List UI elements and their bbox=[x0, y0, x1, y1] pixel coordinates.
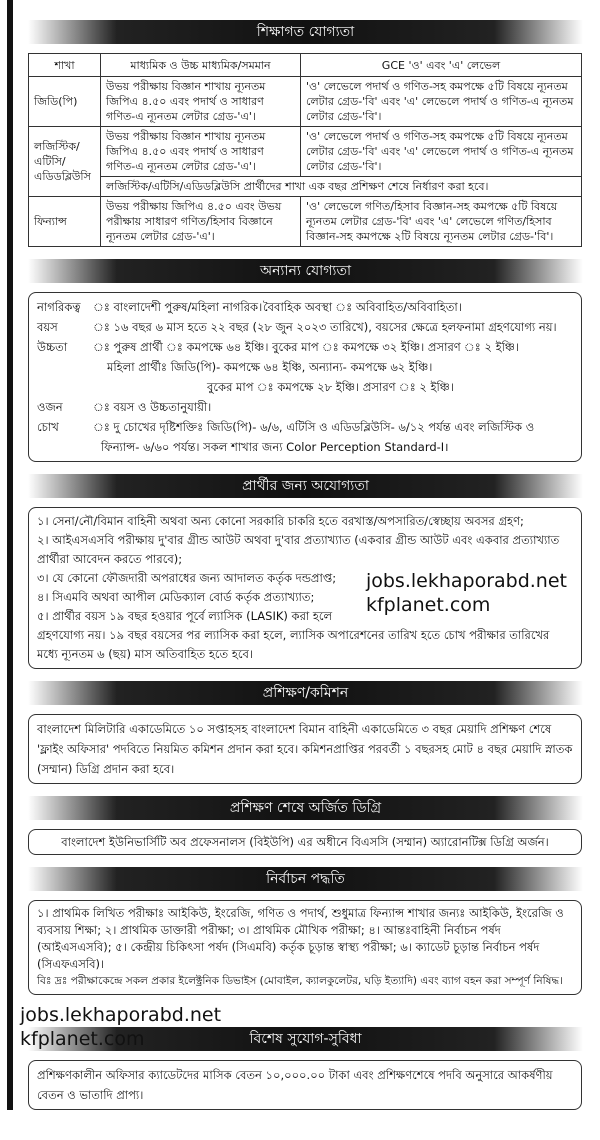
list-item: ৫। প্রার্থীর বয়স ১৯ বছর হওয়ার পূর্বে ল্যাসিক (LASIK) করা হলে গ্রহণযোগ্য নয়। ১৯ বছর বয়সের পর ল্যাসিক করা হলে, ল্যাসিক অপারেশনের তারিখ হতে চোখ পরীক্ষার তারিখের মধ্যে ন্যূনতম ৬ (ছয়) মাস অতিবাহিত হতে হবে। bbox=[37, 609, 550, 661]
weight-label: ওজন bbox=[37, 400, 63, 414]
gce-cell: 'ও' লেভেলে গণিত/হিসাব বিজ্ঞান-সহ কমপক্ষে ৫টি বিষয়ে ন্যূনতম লেটার গ্রেড-'বি' এবং 'এ' লেভেলে গণিত/হিসাব বিজ্ঞান-সহ কমপক্ষে ২টি বিষয়ে ন্যূনতম লেটার গ্রেড-'বি'। bbox=[301, 197, 582, 247]
section-header-degree: প্রশিক্ষণ শেষে অর্জিত ডিগ্রি bbox=[28, 796, 583, 820]
age-label: বয়স bbox=[37, 320, 58, 334]
section-header-selection: নির্বাচন পদ্ধতি bbox=[28, 867, 583, 891]
marital-status: বৈবাহিক অবস্থা ঃ অবিবাহিত/অবিবাহিতা। bbox=[263, 300, 462, 314]
selection-box bbox=[28, 900, 582, 995]
gce-cell: 'ও' লেভেলে পদার্থ ও গণিত-সহ কমপক্ষে ৫টি বিষয়ে ন্যূনতম লেটার গ্রেড-'বি' এবং 'এ' লেভেলে পদার্থ ও গণিত-এ ন্যূনতম লেটার গ্রেড-'বি'। bbox=[301, 77, 582, 127]
list-item: ৪। সিএমবি অথবা আপীল মেডিক্যাল বোর্ড কর্তৃক প্রত্যাখ্যাত; bbox=[37, 590, 315, 604]
table-row bbox=[29, 77, 582, 127]
col-branch: শাখা bbox=[29, 54, 101, 77]
ssc-cell: উভয় পরীক্ষায় বিজ্ঞান শাখায় ন্যূনতম জিপিএ ৪.৫০ এবং পদার্থ ও সাধারণ গণিত-এ ন্যূনতম লেটার গ্রেড-'এ'। bbox=[101, 127, 301, 177]
watermark-bottom-line2: kfplanet.com bbox=[20, 1028, 145, 1050]
eye-value-cont: ফিন্যান্স- ৬/৬০ পর্যন্ত। সকল শাখার জন্য Color Perception Standard-I। bbox=[101, 440, 449, 454]
section-header-benefits bbox=[20, 1027, 583, 1051]
education-table bbox=[28, 53, 582, 247]
citizenship-value: ঃ বাংলাদেশী পুরুষ/মহিলা নাগরিক। bbox=[93, 300, 263, 314]
training-box: বাংলাদেশ মিলিটারি একাডেমিতে ১০ সপ্তাহসহ বাংলাদেশ বিমান বাহিনী একাডেমিতে ৩ বছর মেয়াদি প্রশিক্ষণ শেষে 'ফ্লাইং অফিসার' পদবিতে নিয়মিত কমিশন প্রদান করা হবে। কমিশনপ্রাপ্তির পরবর্তী ১ বছরসহ মোট ৪ বছর মেয়াদি স্নাতক (সম্মান) ডিগ্রি প্রদান করা হবে। bbox=[28, 714, 582, 784]
citizenship-label: নাগরিকত্ব bbox=[37, 300, 81, 314]
list-item: ১। সেনা/নৌ/বিমান বাহিনী অথবা অন্য কোনো সরকারি চাকরি হতে বরখাস্ত/অপসারিত/স্বেচ্ছায় অবসর গ্রহণ; bbox=[37, 514, 524, 528]
age-value: ঃ ১৬ বছর ৬ মাস হতে ২২ বছর (২৮ জুন ২০২৩ তারিখে), বয়সের ক্ষেত্রে হলফনামা গ্রহণযোগ্য নয়। bbox=[93, 320, 557, 334]
col-ssc: মাধ্যমিক ও উচ্চ মাধ্যমিক/সমমান bbox=[101, 54, 301, 77]
left-border bbox=[7, 0, 13, 1110]
watermark-line2: kfplanet.com bbox=[365, 594, 491, 616]
selection-note: বিঃ দ্রঃ পরীক্ষাকেন্দ্রে সকল প্রকার ইলেক্ট্রনিক ডিভাইস (মোবাইল, ক্যালকুলেটর, ঘড়ি ইত্যাদি) এবং ব্যাগ বহন করা সম্পূর্ণ নিষিদ্ধ। bbox=[37, 975, 563, 987]
ssc-cell: উভয় পরীক্ষায় জিপিএ ৪.৫০ এবং উভয় পরীক্ষায় সাধারণ গণিত/হিসাব বিজ্ঞানে ন্যূনতম লেটার গ্রেড-'এ'। bbox=[101, 197, 301, 247]
list-item: ২। আইএসএসবি পরীক্ষায় দু'বার গ্রীন্ড আউট অথবা দু'বার প্রত্যাখ্যাত (একবার গ্রীন্ড আউট এবং একবার প্রত্যাখ্যাত প্রার্থীরা আবেদন করতে পারবে); bbox=[37, 533, 560, 566]
table-row bbox=[29, 197, 582, 247]
list-item: ৩। যে কোনো ফৌজদারী অপরাধের জন্য আদালত কর্তৃক দন্ডপ্রাপ্ত; bbox=[37, 571, 337, 585]
branch-cell: লজিস্টিক/এটিসি/ এডিডব্লিউসি bbox=[29, 127, 101, 197]
section-header-disqualification: প্রার্থীর জন্য অযোগ্যতা bbox=[28, 474, 583, 498]
degree-box: বাংলাদেশ ইউনিভার্সিটি অব প্রফেসনালস (বিইউপি) এর অধীনে বিএসসি (সম্মান) অ্যারোনটিক্স ডিগ্রি অর্জন। bbox=[28, 829, 582, 855]
table-row bbox=[29, 127, 582, 177]
branch-note: লজিস্টিক/এটিসি/এডিডব্লিউসি প্রার্থীদের শাখা এক বছর প্রশিক্ষণ শেষে নির্ধারণ করা হবে। bbox=[101, 177, 582, 197]
watermark-bottom-line1: jobs.lekhaporabd.net bbox=[20, 1004, 222, 1026]
benefits-box: প্রশিক্ষণকালীন অফিসার ক্যাডেটদের মাসিক বেতন ১০,০০০.০০ টাকা এবং প্রশিক্ষণশেষে পদবি অনুসারে আকর্ষণীয় বেতন ও ভাতাদি প্রাপ্য। bbox=[28, 1060, 582, 1110]
selection-steps: ১। প্রাথমিক লিখিত পরীক্ষাঃ আইকিউ, ইংরেজি, গণিত ও পদার্থ, শুধুমাত্র ফিন্যান্স শাখার জন্যঃ আইকিউ, ইংরেজি ও ব্যবসায় শিক্ষা; ২। প্রাথমিক ডাক্তারী পরীক্ষা; ৩। প্রাথমিক মৌখিক পরীক্ষা; ৪। আন্তঃবাহিনী নির্বাচন পর্ষদ (আইএসএসবি); ৫। কেন্দ্রীয় চিকিৎসা পর্ষদ (সিএমবি) কর্তৃক চূড়ান্ত স্বাস্থ্য পরীক্ষা; ৬। ক্যাডেট চূড়ান্ত নির্বাচন পর্ষদ (সিএফএসবি)। bbox=[37, 906, 564, 971]
watermark bbox=[366, 569, 567, 617]
weight-value: ঃ বয়স ও উচ্চতানুযায়ী। bbox=[93, 400, 212, 414]
disqualification-box bbox=[28, 507, 582, 669]
section-header-education: শিক্ষাগত যোগ্যতা bbox=[28, 20, 583, 44]
ssc-cell: উভয় পরীক্ষায় বিজ্ঞান শাখায় ন্যূনতম জিপিএ ৪.৫০ এবং পদার্থ ও সাধারণ গণিত-এ ন্যূনতম লেটার গ্রেড-'এ'। bbox=[101, 77, 301, 127]
col-gce: GCE 'ও' এবং 'এ' লেভেল bbox=[301, 54, 582, 77]
other-qualifications-box bbox=[28, 292, 582, 462]
height-female: মহিলা প্রার্থীঃ জিডি(পি)- কমপক্ষে ৬৪ ইঞ্চি, অন্যান্য- কমপক্ষে ৬২ ইঞ্চি। bbox=[107, 360, 433, 374]
notice bbox=[20, 0, 582, 1140]
height-label: উচ্চতা bbox=[37, 340, 68, 354]
table-row bbox=[29, 177, 582, 197]
eye-label: চোখ bbox=[37, 420, 59, 434]
section-header-benefits-title: বিশেষ সুযোগ-সুবিধা bbox=[249, 1031, 362, 1047]
branch-cell: জিডি(পি) bbox=[29, 77, 101, 127]
eye-value: ঃ দু চোখের দৃষ্টিশক্তিঃ জিডি(পি)- ৬/৬, এটিসি ও এডিডব্লিউসি- ৬/১২ পর্যন্ত এবং লজিস্টিক ও bbox=[93, 420, 535, 434]
branch-cell: ফিন্যান্স bbox=[29, 197, 101, 247]
chest-female: বুকের মাপ ঃ কমপক্ষে ২৮ ইঞ্চি। প্রসারণ ঃ ২ ইঞ্চি। bbox=[207, 380, 454, 394]
height-male: ঃ পুরুষ প্রার্থী ঃ কমপক্ষে ৬৪ ইঞ্চি। বুকের মাপ ঃ কমপক্ষে ৩২ ইঞ্চি। প্রসারণ ঃ ২ ইঞ্চি। bbox=[93, 340, 520, 354]
section-header-training: প্রশিক্ষণ/কমিশন bbox=[28, 681, 583, 705]
watermark-line1: jobs.lekhaporabd.net bbox=[365, 570, 567, 592]
gce-cell: 'ও' লেভেলে পদার্থ ও গণিত-সহ কমপক্ষে ৫টি বিষয়ে ন্যূনতম লেটার গ্রেড-'বি' এবং 'এ' লেভেলে পদার্থ ও গণিত-এ ন্যূনতম লেটার গ্রেড-'বি'। bbox=[301, 127, 582, 177]
section-header-other: অন্যান্য যোগ্যতা bbox=[28, 259, 583, 283]
